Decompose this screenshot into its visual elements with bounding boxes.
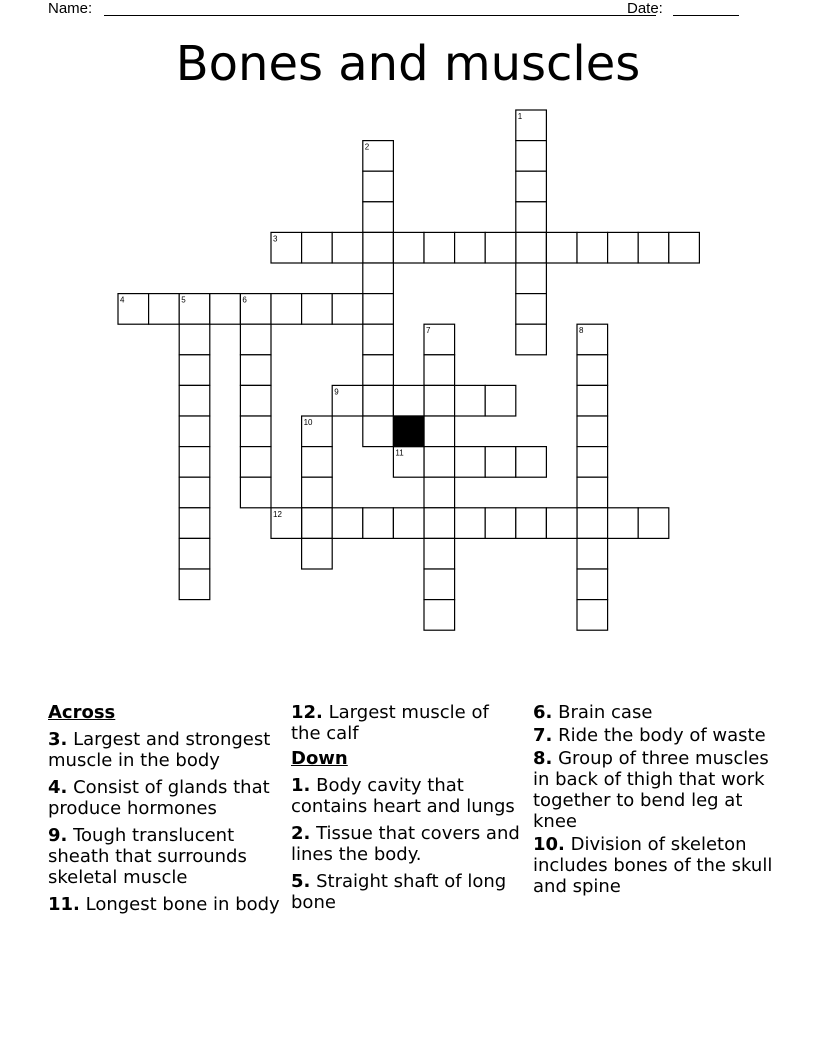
grid-cell[interactable] xyxy=(577,569,608,600)
down-heading: Down xyxy=(291,748,348,769)
grid-cell[interactable] xyxy=(302,538,333,569)
clue-number: 7. xyxy=(533,725,553,746)
clue-number: 6. xyxy=(533,702,553,723)
grid-cell[interactable] xyxy=(424,477,455,508)
grid-cell[interactable] xyxy=(302,294,333,325)
clue-number: 1. xyxy=(291,775,311,796)
down-clue xyxy=(533,725,773,746)
grid-cell[interactable] xyxy=(485,447,516,478)
grid-cell[interactable] xyxy=(455,447,486,478)
grid-cell[interactable] xyxy=(516,508,547,539)
grid-cell[interactable] xyxy=(332,232,363,263)
across-clue xyxy=(48,825,280,888)
cell-number: 2 xyxy=(364,142,370,152)
grid-cell[interactable] xyxy=(577,447,608,478)
clue-number: 8. xyxy=(533,748,553,769)
cell-number: 6 xyxy=(242,295,247,305)
grid-cell[interactable] xyxy=(179,569,210,600)
down-clue xyxy=(291,823,523,865)
grid-cell[interactable] xyxy=(424,569,455,600)
grid-cell[interactable] xyxy=(424,538,455,569)
grid-cell[interactable] xyxy=(516,232,547,263)
grid-cell[interactable] xyxy=(393,508,424,539)
grid-cell[interactable] xyxy=(393,232,424,263)
across-heading: Across xyxy=(48,702,116,723)
clue-column-3 xyxy=(533,702,773,899)
down-clue xyxy=(291,871,523,913)
grid-cell[interactable] xyxy=(516,171,547,202)
across-clue xyxy=(48,729,280,771)
grid-cell[interactable] xyxy=(424,600,455,631)
grid-cell[interactable] xyxy=(302,477,333,508)
cell-number: 9 xyxy=(334,387,339,397)
grid-cell[interactable] xyxy=(516,294,547,325)
down-clue xyxy=(533,834,773,897)
cell-number: 3 xyxy=(273,234,278,244)
grid-cell[interactable] xyxy=(608,232,639,263)
grid-cell[interactable] xyxy=(363,355,394,386)
cell-number: 12 xyxy=(273,509,282,519)
clue-text: Straight shaft of long bone xyxy=(291,871,507,913)
grid-cell[interactable] xyxy=(485,385,516,416)
grid-cell[interactable] xyxy=(302,232,333,263)
clue-column-1 xyxy=(48,702,280,921)
grid-cell[interactable] xyxy=(546,232,577,263)
grid-cell[interactable] xyxy=(302,447,333,478)
grid-cell[interactable] xyxy=(179,508,210,539)
clue-text: Brain case xyxy=(558,702,653,723)
grid-cell[interactable] xyxy=(240,416,271,447)
grid-cell[interactable] xyxy=(332,294,363,325)
clue-number: 4. xyxy=(48,777,68,798)
grid-cell[interactable] xyxy=(240,385,271,416)
grid-cell[interactable] xyxy=(240,447,271,478)
clue-text: Largest and strongest muscle in the body xyxy=(48,729,271,771)
clue-column-2 xyxy=(291,702,523,919)
clue-number: 10. xyxy=(533,834,565,855)
grid-cell[interactable] xyxy=(240,355,271,386)
clue-number: 12. xyxy=(291,702,323,723)
clue-text: Division of skeleton includes bones of the skull and spine xyxy=(533,834,773,897)
grid-cell[interactable] xyxy=(363,324,394,355)
grid-cell[interactable] xyxy=(455,232,486,263)
clue-number: 5. xyxy=(291,871,311,892)
grid-cell[interactable] xyxy=(302,508,333,539)
grid-cell[interactable] xyxy=(577,232,608,263)
grid-cell[interactable] xyxy=(546,508,577,539)
grid-cell[interactable] xyxy=(363,171,394,202)
grid-cell[interactable] xyxy=(179,477,210,508)
clue-text: Consist of glands that produce hormones xyxy=(48,777,270,819)
blocked-cell xyxy=(393,416,424,447)
grid-cell[interactable] xyxy=(577,538,608,569)
grid-cell[interactable] xyxy=(363,202,394,233)
grid-cell[interactable] xyxy=(363,263,394,294)
cell-number: 4 xyxy=(120,295,125,305)
clue-text: Group of three muscles in back of thigh that work together to bend leg at knee xyxy=(533,748,769,832)
grid-cell[interactable] xyxy=(577,508,608,539)
cell-number: 11 xyxy=(395,448,404,458)
cell-number: 8 xyxy=(579,326,584,336)
clue-text: Tissue that covers and lines the body. xyxy=(291,823,520,865)
grid-cell[interactable] xyxy=(424,416,455,447)
grid-cell[interactable] xyxy=(363,416,394,447)
grid-cell[interactable] xyxy=(149,294,180,325)
name-label: Name: xyxy=(48,0,93,17)
grid-cell[interactable] xyxy=(577,477,608,508)
grid-cell[interactable] xyxy=(516,141,547,172)
grid-cell[interactable] xyxy=(638,508,669,539)
across-clue xyxy=(48,894,280,915)
clue-number: 3. xyxy=(48,729,68,750)
grid-cell[interactable] xyxy=(363,294,394,325)
down-clue xyxy=(533,748,773,832)
clue-number: 11. xyxy=(48,894,80,915)
grid-cell[interactable] xyxy=(179,447,210,478)
grid-cell[interactable] xyxy=(485,232,516,263)
grid-cell[interactable] xyxy=(271,294,302,325)
grid-cell[interactable] xyxy=(424,232,455,263)
grid-cell[interactable] xyxy=(210,294,241,325)
clue-text: Longest bone in body xyxy=(85,894,280,915)
cell-number: 5 xyxy=(181,295,186,305)
grid-cell[interactable] xyxy=(240,477,271,508)
cell-number: 7 xyxy=(426,326,431,336)
clue-number: 9. xyxy=(48,825,68,846)
grid-cell[interactable] xyxy=(424,385,455,416)
cell-number: 1 xyxy=(517,112,523,121)
clue-text: Body cavity that contains heart and lungs xyxy=(291,775,515,817)
grid-cell[interactable] xyxy=(485,508,516,539)
cell-number: 10 xyxy=(303,418,313,427)
grid-cell[interactable] xyxy=(455,508,486,539)
grid-cell[interactable] xyxy=(393,385,424,416)
grid-cell[interactable] xyxy=(363,508,394,539)
grid-cell[interactable] xyxy=(577,600,608,631)
date-label: Date: xyxy=(627,0,663,17)
grid-cell[interactable] xyxy=(608,508,639,539)
grid-cell[interactable] xyxy=(516,324,547,355)
grid-cell[interactable] xyxy=(363,385,394,416)
grid-cell[interactable] xyxy=(179,416,210,447)
grid-cell[interactable] xyxy=(240,324,271,355)
down-clue xyxy=(291,775,523,817)
grid-cell[interactable] xyxy=(424,508,455,539)
grid-cell[interactable] xyxy=(638,232,669,263)
grid-cell[interactable] xyxy=(179,538,210,569)
clue-text: Tough translucent sheath that surrounds skeletal muscle xyxy=(48,825,247,888)
puzzle-title: Bones and muscles xyxy=(175,36,641,92)
grid-cell[interactable] xyxy=(577,385,608,416)
grid-cell[interactable] xyxy=(424,355,455,386)
grid-cell[interactable] xyxy=(424,447,455,478)
across-clue xyxy=(291,702,523,744)
grid-cell[interactable] xyxy=(516,263,547,294)
across-clue xyxy=(48,777,280,819)
grid-cell[interactable] xyxy=(577,416,608,447)
grid-cell[interactable] xyxy=(363,232,394,263)
grid-cell[interactable] xyxy=(516,202,547,233)
grid-cell[interactable] xyxy=(179,355,210,386)
grid-cell[interactable] xyxy=(332,508,363,539)
clue-text: Largest muscle of the calf xyxy=(291,702,489,744)
grid-cell[interactable] xyxy=(455,385,486,416)
clue-number: 2. xyxy=(291,823,311,844)
clue-text: Ride the body of waste xyxy=(558,725,766,746)
down-clue xyxy=(533,702,773,723)
grid-cell[interactable] xyxy=(179,385,210,416)
grid-cell[interactable] xyxy=(516,447,547,478)
grid-cell[interactable] xyxy=(179,324,210,355)
grid-cell[interactable] xyxy=(669,232,700,263)
grid-cell[interactable] xyxy=(577,355,608,386)
